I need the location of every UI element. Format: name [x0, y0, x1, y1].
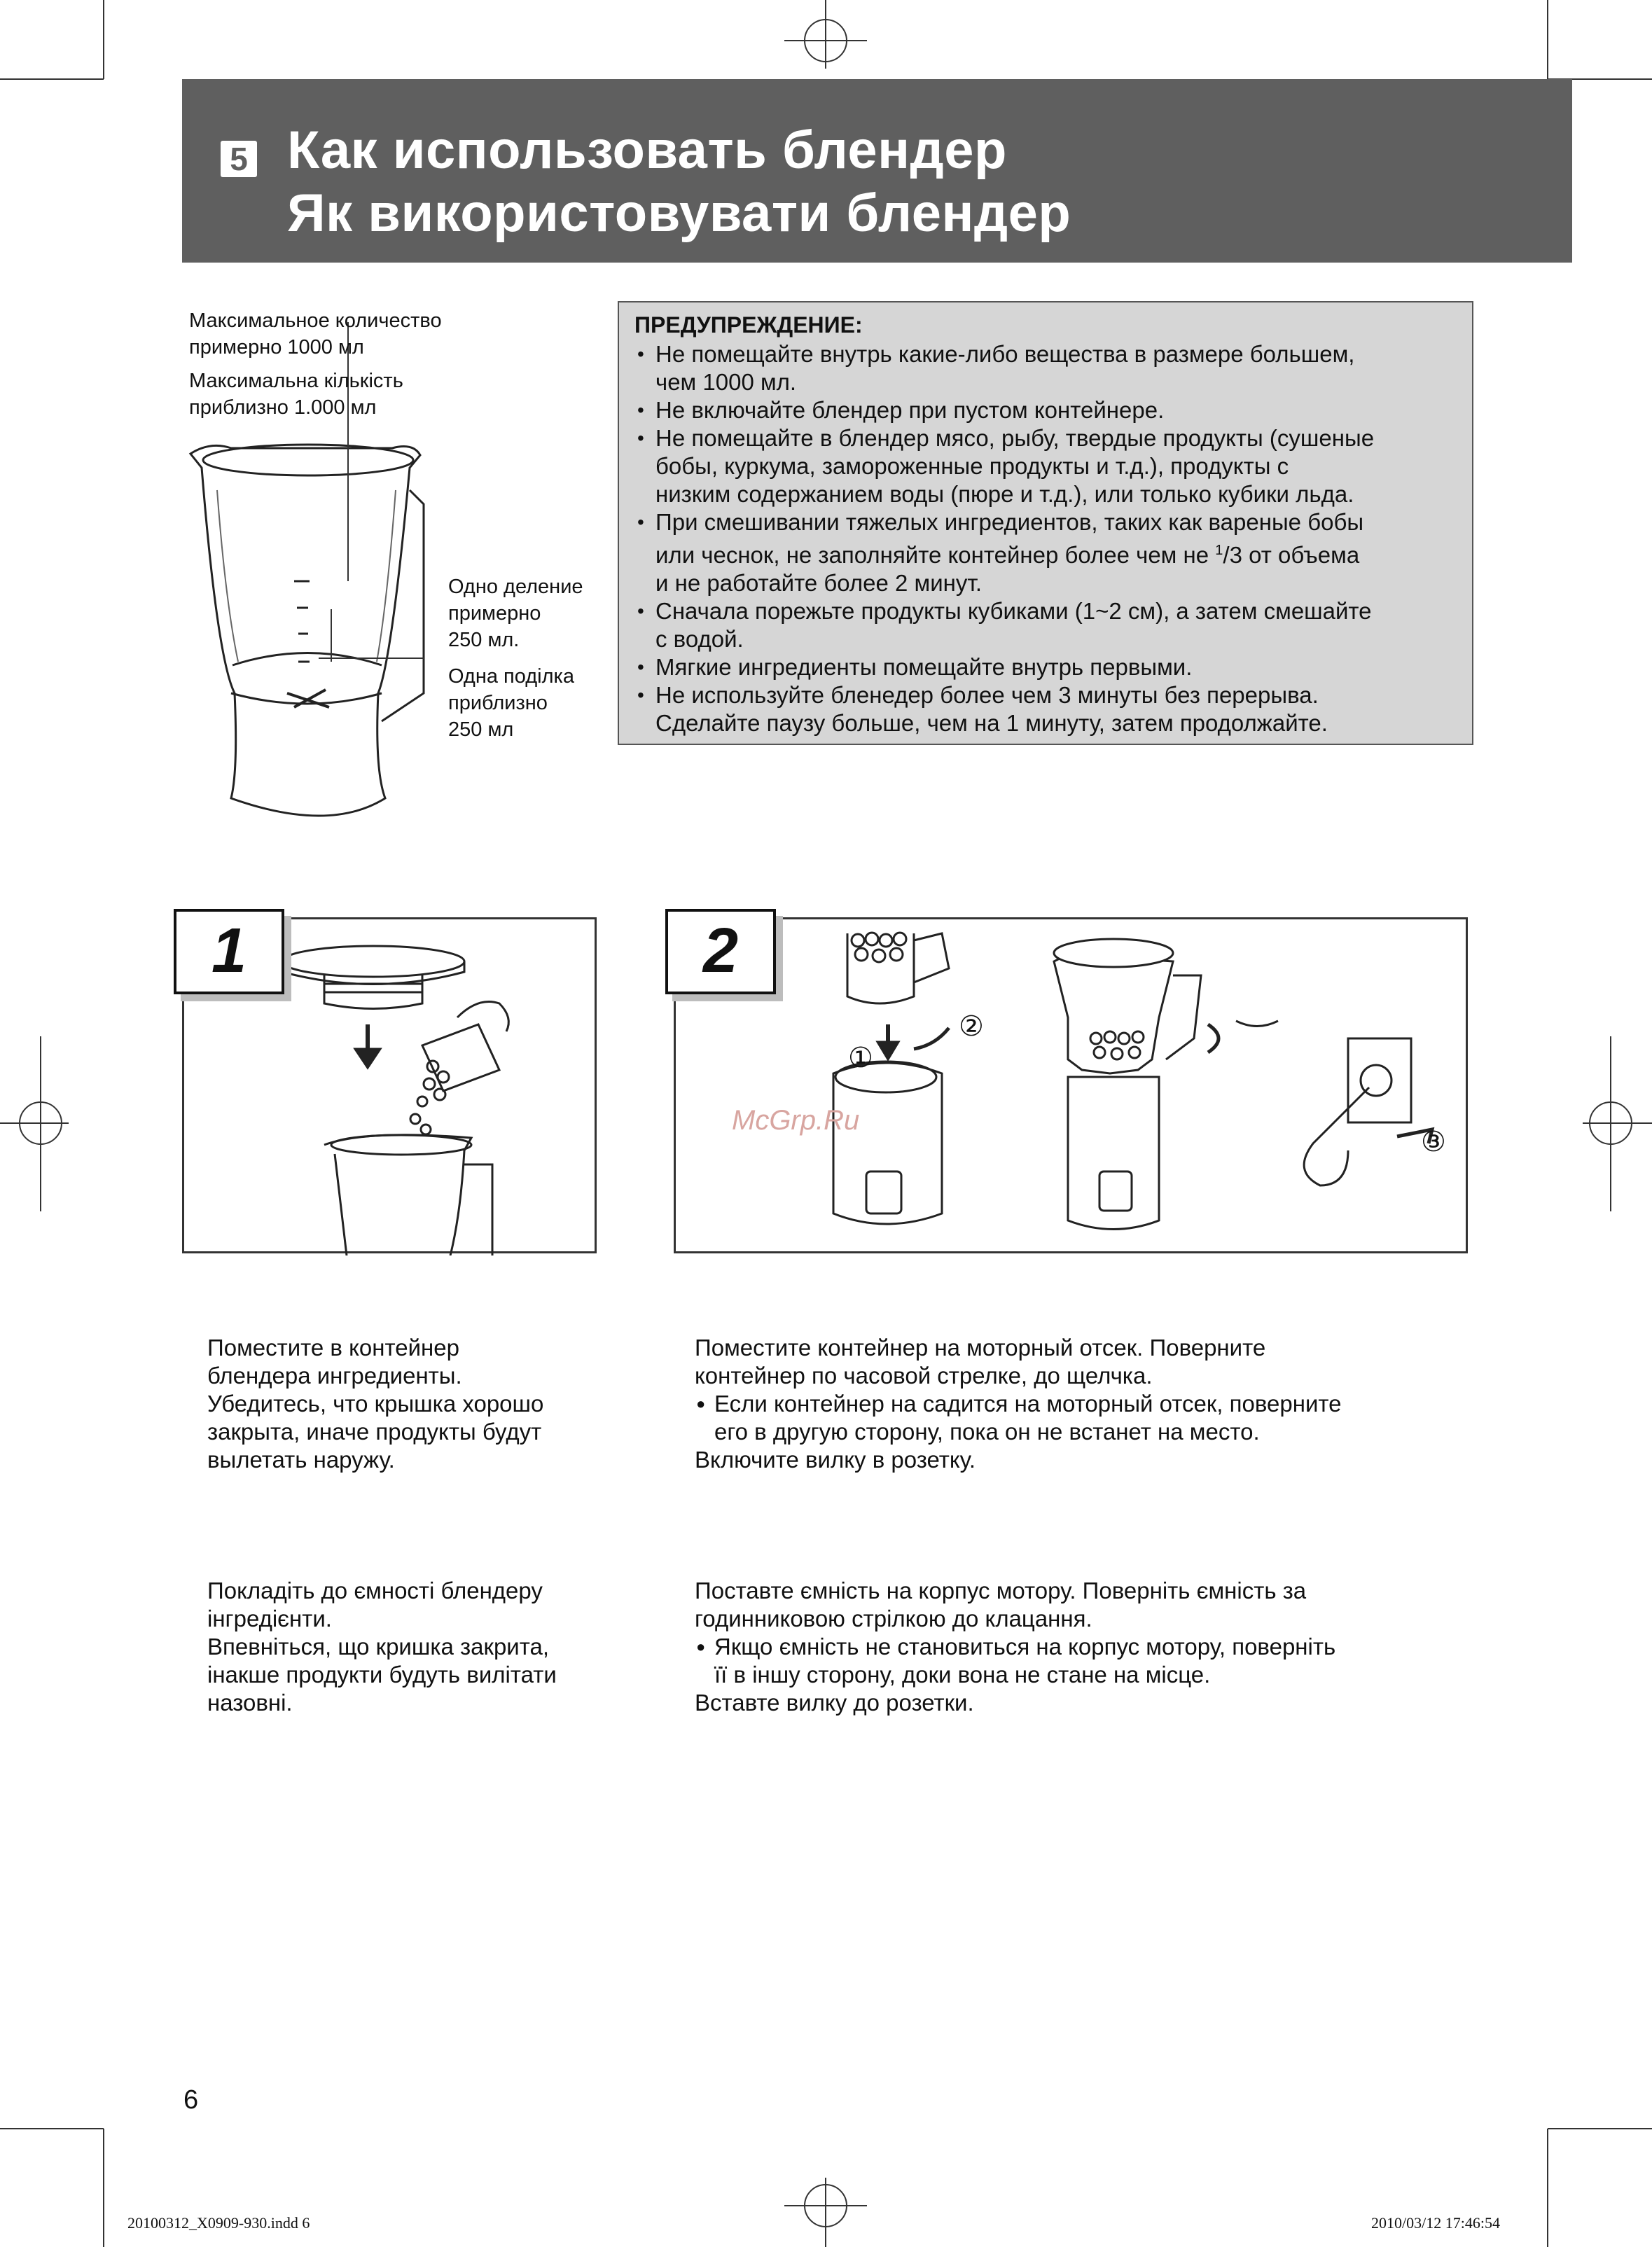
- step-1-text-ru: Поместите в контейнер блендера ингредиенты. Убедитесь, что крышка хорошо закрыта, иначе продукты будут вылетать наружу.: [207, 1335, 544, 1473]
- max-uk-line1: Максимальна кількість: [189, 370, 403, 392]
- footer-timestamp: 2010/03/12 17:46:54: [1371, 2214, 1500, 2232]
- warning-box: [618, 301, 1473, 745]
- page-title-ru: Как использовать блендер: [287, 120, 1007, 180]
- div-uk-line2: приблизно: [448, 692, 548, 714]
- max-ru-line2: примерно 1000 мл: [189, 336, 364, 359]
- warning-item: • При смешивании тяжелых ингредиентов, таких как вареные бобы или чеснок, не заполняйте контейнер более чем не $^1$/3 от объема и не работайте более 2 минут.: [634, 508, 1468, 597]
- step-1-badge: 1: [174, 909, 284, 994]
- footer-filename: 20100312_X0909-930.indd 6: [127, 2214, 310, 2232]
- warning-item: • Сначала порежьте продукты кубиками (1~2 см), а затем смешайте с водой.: [634, 597, 1468, 653]
- warning-list: [634, 340, 1468, 737]
- step-2-text-ru: Поместите контейнер на моторный отсек. Поверните контейнер по часовой стрелке, до щелчка. ● Если контейнер на садится на моторный отсек, поверните его в другую сторону, пока он не встанет на место. Включите вилку в розетку.: [695, 1334, 1341, 1474]
- warning-item: • Мягкие ингредиенты помещайте внутрь первыми.: [634, 653, 1468, 681]
- step-2-text-uk: Поставте ємність на корпус мотору. Поверніть ємність за годинниковою стрілкою до клацання. ● Якщо ємність не становиться на корпус мотору, поверніть її в іншу сторону, доки вона не стане на місце. Вставте вилку до розетки.: [695, 1577, 1335, 1717]
- step-2-marker-1: ①: [848, 1043, 873, 1073]
- div-ru-line1: Одно деление: [448, 576, 583, 598]
- bullet-item: ● Если контейнер на садится на моторный отсек, поверните его в другую сторону, пока он не встанет на место.: [695, 1390, 1341, 1446]
- div-ru-line3: 250 мл.: [448, 629, 520, 651]
- bullet-item: ● Якщо ємність не становиться на корпус мотору, поверніть її в іншу сторону, доки вона не стане на місце.: [695, 1633, 1335, 1689]
- page-number: 6: [183, 2085, 199, 2115]
- step-2-frame: [674, 917, 1468, 1253]
- page-title-uk: Як використовувати блендер: [287, 183, 1071, 243]
- warning-item: • Не используйте бленедер более чем 3 минуты без перерыва. Сделайте паузу больше, чем на 1 минуту, затем продолжайте.: [634, 681, 1468, 737]
- watermark: McGrp.Ru: [732, 1105, 860, 1136]
- step-2-marker-3: ③: [1421, 1127, 1446, 1157]
- max-uk-line2: приблизно 1.000 мл: [189, 396, 377, 419]
- warning-item: • Не помещайте внутрь какие-либо вещества в размере большем, чем 1000 мл.: [634, 340, 1468, 396]
- max-ru-line1: Максимальное количество: [189, 309, 442, 332]
- step-2-illustration: [676, 919, 1470, 1255]
- div-uk-line3: 250 мл: [448, 718, 514, 741]
- step-1-text-uk: Покладіть до ємності блендеру інгредієнти. Впевніться, що кришка закрита, інакше продукти будуть вилітати назовні.: [207, 1578, 557, 1716]
- warning-item: • Не помещайте в блендер мясо, рыбу, твердые продукты (сушеные бобы, куркума, замороженные продукты и т.д.), продукты с низким содержанием воды (пюре и т.д.), или только кубики льда.: [634, 424, 1468, 508]
- warning-item: • Не включайте блендер при пустом контейнере.: [634, 396, 1468, 424]
- step-2-badge: 2: [665, 909, 776, 994]
- div-ru-line2: примерно: [448, 602, 541, 625]
- div-uk-line1: Одна поділка: [448, 665, 574, 688]
- warning-heading: ПРЕДУПРЕЖДЕНИЕ:: [634, 312, 863, 338]
- step-2-marker-2: ②: [959, 1011, 984, 1042]
- section-number-badge: 5: [221, 141, 257, 177]
